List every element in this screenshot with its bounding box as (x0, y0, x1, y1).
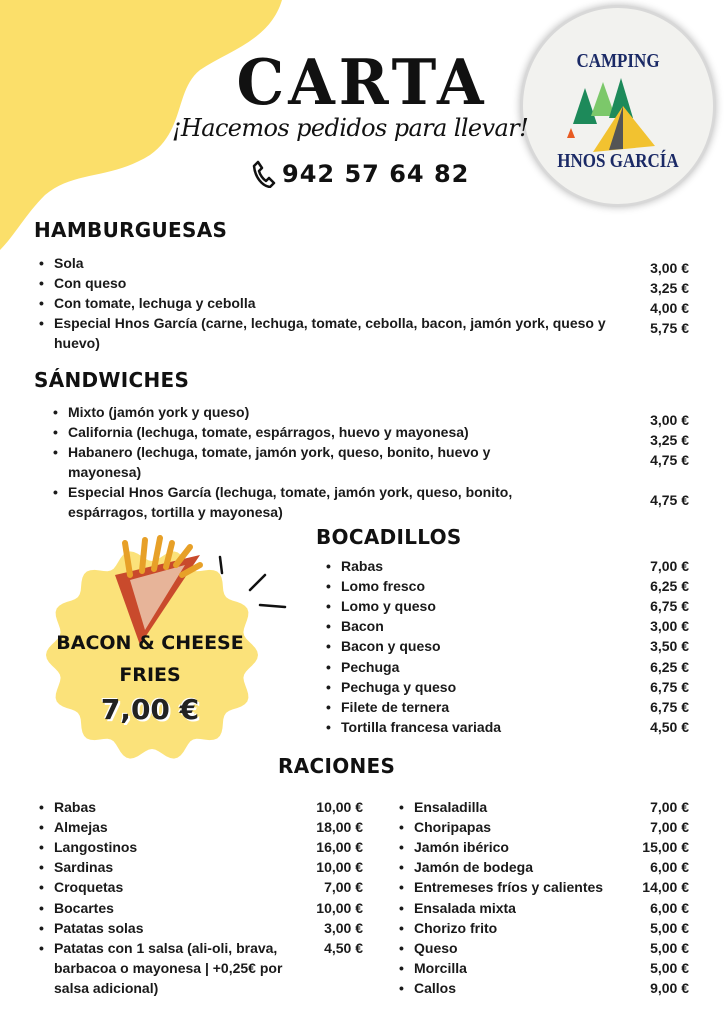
bullet-icon: • (39, 255, 44, 271)
bullet-icon: • (326, 598, 331, 615)
bullet-icon: • (39, 315, 44, 331)
menu-item-name: Patatas solas (54, 919, 144, 936)
menu-item-name: Habanero (lechuga, tomate, jamón york, queso, bonito, huevo y mayonesa) (68, 444, 491, 480)
menu-item (53, 482, 548, 522)
bullet-icon: • (399, 899, 404, 916)
menu-item (39, 313, 614, 353)
menu-item-price: 6,75 € (650, 598, 689, 615)
menu-item-price: 4,50 € (650, 718, 689, 735)
menu-item-name: Rabas (54, 799, 97, 815)
menu-item (53, 422, 548, 442)
menu-item-price: 5,00 € (650, 939, 689, 956)
menu-item-price: 10,00 € (316, 899, 363, 916)
menu-item-name: Bocartes (54, 899, 114, 916)
menu-item-price: 15,00 € (642, 839, 689, 856)
bullet-icon: • (39, 839, 44, 856)
menu-item-price: 3,00 € (650, 618, 689, 635)
menu-item-price: 3,00 € (324, 919, 363, 936)
menu-item-price: 4,75 € (650, 452, 689, 468)
menu-item-price: 4,00 € (650, 300, 689, 316)
menu-item-price: 6,25 € (650, 658, 689, 675)
section-heading-sandwiches: SÁNDWICHES (34, 368, 190, 392)
menu-item-price: 9,00 € (650, 979, 689, 996)
bullet-icon: • (39, 275, 44, 291)
menu-item-name: Bacon y queso (341, 638, 441, 655)
bullet-icon: • (399, 859, 404, 876)
menu-item-name: Ensalada mixta (414, 899, 516, 916)
tent-trees-icon (563, 76, 673, 156)
bullet-icon: • (39, 295, 44, 311)
menu-item-price: 4,50 € (324, 939, 363, 956)
menu-item (326, 717, 621, 737)
bullet-icon: • (39, 939, 44, 956)
menu-item (326, 616, 621, 636)
bullet-icon: • (326, 658, 331, 675)
bullet-icon: • (399, 819, 404, 836)
menu-item-name: Ensaladilla (414, 799, 488, 815)
menu-item-name: Patatas con 1 salsa (ali-oli, brava, barbacoa o mayonesa | +0,25€ por salsa adicional) (54, 939, 283, 996)
bullet-icon: • (39, 859, 44, 876)
bullet-icon: • (399, 919, 404, 936)
menu-item-name: Especial Hnos García (carne, lechuga, tomate, cebolla, bacon, jamón york, queso y huevo) (54, 315, 606, 351)
title-text: CARTA (236, 46, 488, 120)
menu-item-name: Lomo y queso (341, 598, 436, 615)
menu-item-price: 4,75 € (650, 492, 689, 508)
bullet-icon: • (326, 718, 331, 735)
menu-item-price: 7,00 € (650, 799, 689, 815)
menu-item-name: Choripapas (414, 819, 492, 836)
bullet-icon: • (53, 444, 58, 460)
bullet-icon: • (399, 979, 404, 996)
promo-name-line2: FRIES (119, 664, 181, 686)
menu-item (39, 918, 309, 938)
menu-item-price: 5,00 € (650, 959, 689, 976)
bullet-icon: • (39, 879, 44, 896)
menu-item-price: 5,00 € (650, 919, 689, 936)
phone-icon (252, 160, 276, 188)
menu-item-price: 6,75 € (650, 698, 689, 715)
menu-item-name: Almejas (54, 819, 108, 836)
section-heading-bocadillos: BOCADILLOS (316, 525, 462, 549)
phone-number[interactable] (252, 160, 469, 188)
menu-item-name: Chorizo frito (414, 919, 498, 936)
menu-item-name: Croquetas (54, 879, 124, 896)
logo-line2: HNOS GARCÍA (557, 150, 679, 172)
menu-item-price: 16,00 € (316, 839, 363, 856)
bullet-icon: • (399, 959, 404, 976)
menu-item (39, 817, 309, 837)
menu-item-name: Callos (414, 979, 457, 996)
menu-item-name: Tortilla francesa variada (341, 718, 502, 735)
menu-item (39, 797, 309, 817)
fries-icon (110, 535, 290, 645)
menu-item-price: 5,75 € (650, 320, 689, 336)
menu-item (39, 877, 309, 897)
bullet-icon: • (399, 879, 404, 896)
bullet-icon: • (326, 678, 331, 695)
menu-item (326, 556, 621, 576)
menu-item-name: Sardinas (54, 859, 114, 876)
menu-item (39, 293, 614, 313)
bullet-icon: • (53, 484, 58, 500)
menu-item-name: California (lechuga, tomate, espárragos, huevo y mayonesa) (68, 424, 469, 440)
menu-item-name: Lomo fresco (341, 578, 426, 595)
bullet-icon: • (53, 424, 58, 440)
menu-item-name: Filete de ternera (341, 698, 450, 715)
camping-logo (523, 8, 713, 204)
menu-item-name: Rabas (341, 558, 384, 574)
menu-item (53, 402, 548, 422)
menu-item-name: Con queso (54, 275, 127, 291)
menu-item-name: Morcilla (414, 959, 467, 976)
logo-line1: CAMPING (576, 50, 660, 72)
menu-item-price: 7,00 € (650, 558, 689, 574)
bullet-icon: • (326, 558, 331, 574)
menu-item-name: Entremeses fríos y calientes (414, 879, 604, 896)
menu-item (39, 938, 309, 998)
menu-item-price: 3,00 € (650, 260, 689, 276)
section-heading-hamburguesas: HAMBURGUESAS (34, 218, 228, 242)
menu-item-price: 14,00 € (642, 879, 689, 896)
menu-item-name: Especial Hnos García (lechuga, tomate, jamón york, queso, bonito, espárragos, tortilla y mayonesa) (68, 484, 513, 520)
menu-item-price: 6,75 € (650, 678, 689, 695)
menu-item-name: Jamón de bodega (414, 859, 534, 876)
menu-item (326, 596, 621, 616)
bullet-icon: • (39, 899, 44, 916)
bullet-icon: • (399, 799, 404, 815)
menu-item-price: 6,25 € (650, 578, 689, 595)
bullet-icon: • (326, 698, 331, 715)
menu-item-name: Con tomate, lechuga y cebolla (54, 295, 256, 311)
menu-item (39, 857, 309, 877)
menu-item-name: Jamón ibérico (414, 839, 509, 856)
menu-item-price: 3,50 € (650, 638, 689, 655)
menu-item-price: 3,25 € (650, 432, 689, 448)
bullet-icon: • (326, 618, 331, 635)
bullet-icon: • (399, 939, 404, 956)
menu-item-name: Mixto (jamón york y queso) (68, 404, 250, 420)
menu-item (326, 636, 621, 656)
menu-item (326, 677, 621, 697)
bullet-icon: • (39, 799, 44, 815)
bullet-icon: • (326, 578, 331, 595)
bullet-icon: • (53, 404, 58, 420)
menu-item-name: Sola (54, 255, 84, 271)
menu-item-price: 7,00 € (324, 879, 363, 896)
menu-item (53, 442, 548, 482)
menu-item-price: 3,00 € (650, 412, 689, 428)
menu-item (39, 273, 614, 293)
menu-item-price: 7,00 € (650, 819, 689, 836)
menu-item (39, 253, 614, 273)
menu-item (326, 576, 621, 596)
bullet-icon: • (326, 638, 331, 655)
menu-item-price: 6,00 € (650, 899, 689, 916)
menu-item (326, 697, 621, 717)
menu-item-name: Pechuga (341, 658, 400, 675)
promo-name-line1: BACON & CHEESE (56, 632, 244, 654)
bullet-icon: • (39, 819, 44, 836)
section-heading-raciones: RACIONES (278, 754, 396, 778)
menu-item (39, 898, 309, 918)
menu-item-price: 18,00 € (316, 819, 363, 836)
tagline: ¡Hacemos pedidos para llevar! (171, 114, 529, 142)
promo-price: 7,00 € (100, 693, 200, 726)
menu-item (326, 657, 621, 677)
menu-item-price: 6,00 € (650, 859, 689, 876)
menu-item-name: Pechuga y queso (341, 678, 457, 695)
menu-item-price: 3,25 € (650, 280, 689, 296)
bullet-icon: • (39, 919, 44, 936)
menu-item-price: 10,00 € (316, 799, 363, 815)
bullet-icon: • (399, 839, 404, 856)
menu-item-name: Langostinos (54, 839, 138, 856)
menu-item-name: Bacon (341, 618, 384, 635)
menu-item (39, 837, 309, 857)
menu-item-name: Queso (414, 939, 458, 956)
menu-item-price: 10,00 € (316, 859, 363, 876)
phone-text: 942 57 64 82 (282, 160, 470, 188)
